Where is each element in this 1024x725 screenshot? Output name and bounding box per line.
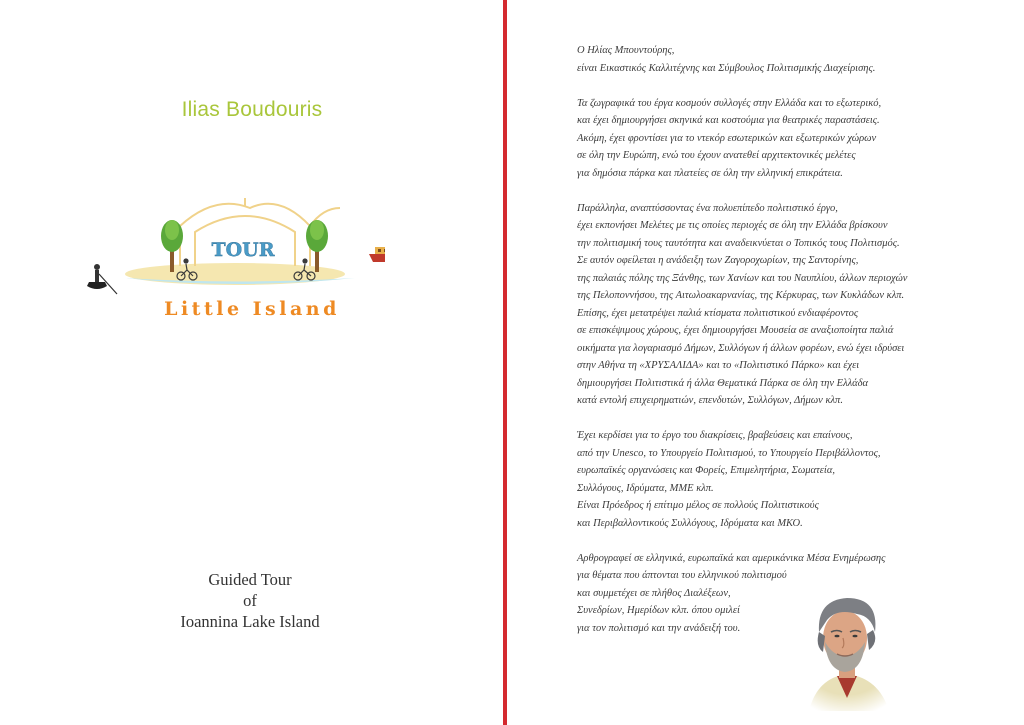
bio-paragraph [577, 427, 997, 532]
bio-line: σε επισκέψιμους χώρους, έχει δημιουργήσει Μουσεία σε αναξιοποίητα παλιά [577, 325, 894, 336]
bio-line: είναι Εικαστικός Καλλιτέχνης και Σύμβουλος Πολιτισμικής Διαχείρισης. [577, 62, 876, 74]
bio-line: και έχει δημιουργήσει σκηνικά και κοστούμια για θεατρικές παραστάσεις. [577, 115, 880, 126]
bio-line: Επίσης, έχει μετατρέψει παλιά κτίσματα πολιτιστικού ενδιαφέροντος [577, 307, 859, 319]
subtitle-line-3: Ioannina Lake Island [180, 612, 320, 631]
author-name: Ilias Boudouris [181, 98, 323, 121]
biography-text [577, 42, 997, 655]
bio-line: έχει εκπονήσει Μελέτες με τις οποίες περιοχές σε όλη την Ελλάδα βρίσκουν [577, 220, 888, 231]
bio-line: Έχει κερδίσει για το έργο του διακρίσεις, βραβεύσεις και επαίνους, [577, 430, 853, 441]
bio-line: για θέματα που άπτονται του ελληνικού πολιτισμού [577, 570, 787, 581]
guided-tour-subtitle [130, 569, 370, 632]
subtitle-line-2: of [243, 591, 257, 610]
bio-line: στην Αθήνα τη «ΧΡΥΣΑΛΙΔΑ» και το «Πολιτιστικό Πάρκο» και έχει [577, 360, 860, 371]
bio-line: της Πελοποννήσου, της Αιτωλοακαρνανίας, της Κέρκυρας, των Κυκλάδων κλπ. [577, 290, 905, 301]
bio-paragraph [577, 200, 997, 410]
bio-line: της παλαιάς πόλης της Ξάνθης, των Χανίων και του Ναυπλίου, άλλων περιοχών [577, 272, 908, 284]
bio-line: Ο Ηλίας Μπουντούρης, [577, 45, 675, 56]
bio-line: για τον πολιτισμό και την ανάδειξή του. [577, 622, 741, 634]
bio-line: Συνεδρίων, Ημερίδων κλπ. όπου ομιλεί [577, 605, 740, 616]
bio-line: από την Unesco, το Υπουργείο Πολιτισμού, το Υπουργείο Περιβάλλοντος, [577, 447, 881, 459]
page-divider [503, 0, 507, 725]
bio-paragraph [577, 95, 997, 183]
bio-line: οικήματα για λογαριασμό Δήμων, Συλλόγων ή άλλων φορέων, ενώ έχει ιδρύσει [577, 342, 905, 354]
bio-line: Αρθρογραφεί σε ελληνικά, ευρωπαϊκά και αμερικάνικα Μέσα Ενημέρωσης [577, 552, 886, 564]
brand-name: Little Island [164, 298, 340, 320]
bio-line: Συλλόγους, Ιδρύματα, ΜΜΕ κλπ. [577, 482, 714, 494]
subtitle-line-1: Guided Tour [208, 570, 292, 589]
bio-line: και συμμετέχει σε πλήθος Διαλέξεων, [577, 587, 731, 599]
bio-line: δημιουργήσει Πολιτιστικά ή άλλα Θεματικά Πάρκα σε όλη την Ελλάδα [577, 377, 869, 389]
bio-line: Είναι Πρόεδρος ή επίτιμο μέλος σε πολλούς Πολιτιστικούς [577, 500, 819, 511]
bio-line: κατά εντολή επιχειρηματιών, επενδυτών, Συλλόγων, Δήμων κλπ. [577, 395, 843, 406]
bio-line: Σε αυτόν οφείλεται η ανάδειξη των Ζαγοροχωρίων, της Σαντορίνης, [577, 255, 859, 266]
bio-line: Τα ζωγραφικά του έργα κοσμούν συλλογές στην Ελλάδα και το εξωτερικό, [577, 97, 882, 109]
little-island-logo [85, 186, 385, 306]
author-portrait [787, 586, 907, 711]
bio-line: Ακόμη, έχει φροντίσει για το ντεκόρ εσωτερικών και εξωτερικών χώρων [577, 132, 877, 144]
gondolier-icon [87, 264, 117, 294]
bio-paragraph [577, 42, 997, 77]
houseboat-icon [369, 247, 385, 262]
bio-line: ευρωπαϊκές οργανώσεις και Φορείς, Επιμελητήρια, Σωματεία, [577, 465, 835, 476]
bio-line: σε όλη την Ευρώπη, ενώ του έχουν ανατεθεί αρχιτεκτονικές μελέτες [577, 150, 856, 161]
bio-line: και Περιβαλλοντικούς Συλλόγους, Ιδρύματα και ΜΚΟ. [577, 517, 803, 529]
tour-badge: TOUR [211, 239, 275, 261]
bio-line: την πολιτισμική τους ταυτότητα και αναδεικνύεται ο Τοπικός τους Πολιτισμός. [577, 237, 900, 249]
bio-line: για δημόσια πάρκα και πλατείες σε όλη την ελληνική επικράτεια. [577, 167, 843, 179]
bio-line: Παράλληλα, αναπτύσσοντας ένα πολυεπίπεδο πολιτιστικό έργο, [577, 202, 838, 214]
left-page [0, 0, 504, 725]
